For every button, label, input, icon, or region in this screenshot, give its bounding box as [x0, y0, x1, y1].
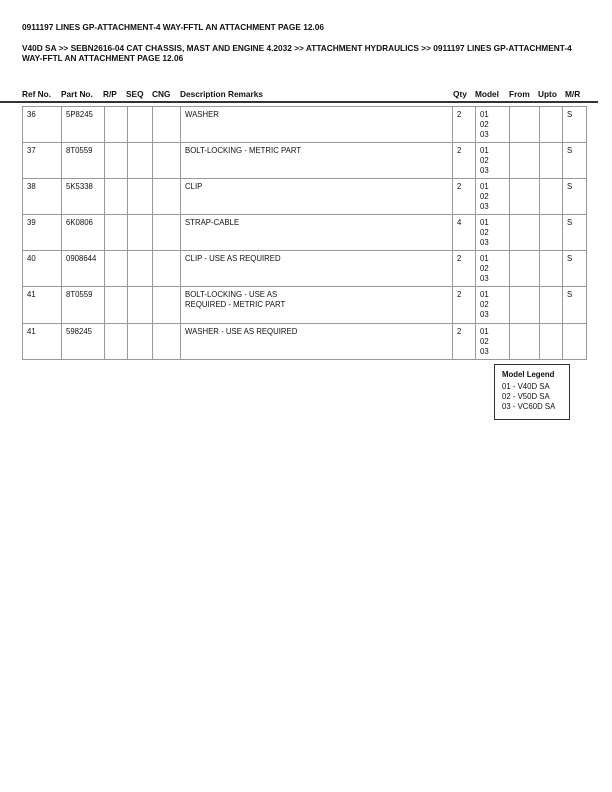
cell-seq [128, 215, 153, 251]
cell-model [476, 143, 510, 179]
model-code: 03 [480, 130, 489, 139]
model-code: 02 [480, 120, 489, 129]
cell-rp [105, 251, 128, 287]
model-code: 02 [480, 337, 489, 346]
cell-part-no: 0908644 [62, 251, 105, 287]
table-row [23, 215, 587, 251]
cell-mr: S [563, 215, 587, 251]
cell-rp [105, 287, 128, 324]
model-code: 01 [480, 110, 489, 119]
cell-from [510, 251, 540, 287]
col-mr: M/R [565, 89, 581, 99]
col-upto: Upto [538, 89, 557, 99]
cell-seq [128, 143, 153, 179]
cell-upto [540, 251, 563, 287]
cell-model [476, 287, 510, 324]
cell-description: WASHER - USE AS REQUIRED [181, 324, 453, 360]
cell-description: CLIP - USE AS REQUIRED [181, 251, 453, 287]
cell-cng [153, 324, 181, 360]
table-row [23, 143, 587, 179]
table-row [23, 251, 587, 287]
page-title: 0911197 LINES GP-ATTACHMENT-4 WAY-FFTL AN ATTACHMENT PAGE 12.06 [22, 22, 324, 32]
col-part: Part No. [61, 89, 93, 99]
cell-qty: 2 [453, 143, 476, 179]
cell-upto [540, 215, 563, 251]
model-code: 03 [480, 166, 489, 175]
cell-description: CLIP [181, 179, 453, 215]
cell-ref-no: 36 [23, 107, 62, 143]
col-ref: Ref No. [22, 89, 52, 99]
model-code: 02 [480, 192, 489, 201]
cell-from [510, 143, 540, 179]
model-code: 03 [480, 238, 489, 247]
col-from: From [509, 89, 530, 99]
model-code: 03 [480, 202, 489, 211]
cell-from [510, 324, 540, 360]
cell-part-no: 5P8245 [62, 107, 105, 143]
cell-part-no: 8T0559 [62, 143, 105, 179]
table-row [23, 324, 587, 360]
cell-part-no: 6K0806 [62, 215, 105, 251]
col-rp: R/P [103, 89, 117, 99]
cell-qty: 2 [453, 179, 476, 215]
cell-cng [153, 107, 181, 143]
col-cng: CNG [152, 89, 171, 99]
cell-cng [153, 251, 181, 287]
legend-item: 01 - V40D SA [502, 382, 550, 391]
col-seq: SEQ [126, 89, 144, 99]
cell-ref-no: 41 [23, 324, 62, 360]
cell-rp [105, 215, 128, 251]
cell-upto [540, 179, 563, 215]
cell-from [510, 287, 540, 324]
model-code: 01 [480, 254, 489, 263]
cell-upto [540, 143, 563, 179]
cell-cng [153, 287, 181, 324]
cell-mr: S [563, 251, 587, 287]
model-code: 03 [480, 347, 489, 356]
legend-title: Model Legend [502, 370, 555, 379]
cell-part-no: 5K5338 [62, 179, 105, 215]
model-code: 02 [480, 228, 489, 237]
cell-seq [128, 107, 153, 143]
cell-ref-no: 37 [23, 143, 62, 179]
col-model: Model [475, 89, 499, 99]
cell-part-no: 8T0559 [62, 287, 105, 324]
cell-ref-no: 40 [23, 251, 62, 287]
model-code: 02 [480, 156, 489, 165]
cell-qty: 2 [453, 251, 476, 287]
col-qty: Qty [453, 89, 467, 99]
legend-item: 03 - VC60D SA [502, 402, 556, 411]
cell-description: WASHER [181, 107, 453, 143]
cell-qty: 2 [453, 324, 476, 360]
model-code: 01 [480, 182, 489, 191]
cell-from [510, 215, 540, 251]
cell-qty: 2 [453, 107, 476, 143]
cell-mr: S [563, 287, 587, 324]
cell-description: BOLT-LOCKING - USE AS REQUIRED - METRIC PART [181, 287, 453, 324]
cell-ref-no: 41 [23, 287, 62, 324]
cell-qty: 4 [453, 215, 476, 251]
cell-ref-no: 39 [23, 215, 62, 251]
cell-cng [153, 179, 181, 215]
cell-qty: 2 [453, 287, 476, 324]
cell-ref-no: 38 [23, 179, 62, 215]
cell-seq [128, 324, 153, 360]
table-row [23, 287, 587, 324]
legend-item: 02 - V50D SA [502, 392, 550, 401]
cell-model [476, 251, 510, 287]
cell-rp [105, 324, 128, 360]
cell-description: STRAP-CABLE [181, 215, 453, 251]
cell-cng [153, 143, 181, 179]
table-row [23, 179, 587, 215]
model-code: 03 [480, 310, 489, 319]
cell-mr: S [563, 179, 587, 215]
model-code: 01 [480, 218, 489, 227]
cell-model [476, 215, 510, 251]
breadcrumb: V40D SA >> SEBN2616-04 CAT CHASSIS, MAST AND ENGINE 4.2032 >> ATTACHMENT HYDRAULICS >> 0911197 LINES GP-ATTACHMENT-4 WAY-FFTL AN ATTACHMENT PAGE 12.06 [22, 43, 572, 63]
parts-table [22, 106, 587, 360]
cell-upto [540, 324, 563, 360]
cell-from [510, 179, 540, 215]
cell-upto [540, 107, 563, 143]
table-row [23, 107, 587, 143]
model-code: 03 [480, 274, 489, 283]
cell-mr: S [563, 143, 587, 179]
cell-upto [540, 287, 563, 324]
cell-model [476, 179, 510, 215]
cell-from [510, 107, 540, 143]
cell-description: BOLT-LOCKING - METRIC PART [181, 143, 453, 179]
model-code: 01 [480, 327, 489, 336]
cell-part-no: 598245 [62, 324, 105, 360]
model-code: 02 [480, 264, 489, 273]
model-legend [494, 364, 570, 420]
cell-model [476, 324, 510, 360]
cell-rp [105, 107, 128, 143]
cell-mr: S [563, 107, 587, 143]
col-desc: Description Remarks [180, 89, 264, 99]
cell-cng [153, 215, 181, 251]
cell-mr [563, 324, 587, 360]
cell-rp [105, 143, 128, 179]
model-code: 02 [480, 300, 489, 309]
cell-model [476, 107, 510, 143]
cell-seq [128, 251, 153, 287]
cell-rp [105, 179, 128, 215]
model-code: 01 [480, 290, 489, 299]
cell-seq [128, 287, 153, 324]
model-code: 01 [480, 146, 489, 155]
header-divider [0, 101, 598, 103]
cell-seq [128, 179, 153, 215]
